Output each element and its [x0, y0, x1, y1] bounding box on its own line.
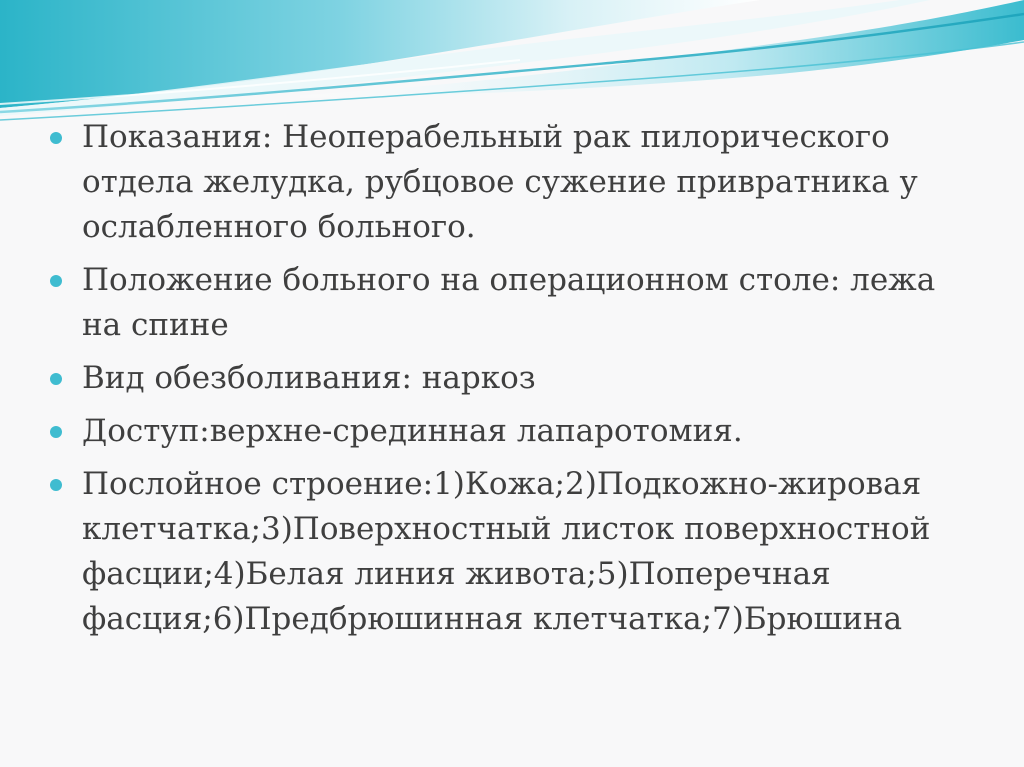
- bullet-list: [50, 115, 980, 642]
- slide-content: [50, 115, 980, 650]
- bullet-dot-icon: [50, 275, 62, 287]
- bullet-text: Доступ:верхне-срединная лапаротомия.: [82, 413, 743, 449]
- bullet-text: Показания: Неоперабельный рак пилорического отдела желудка, рубцовое сужение привратника у ослабленного больного.: [82, 119, 918, 245]
- decorative-wave-banner: [0, 0, 1024, 130]
- bullet-item-access: [50, 409, 980, 454]
- bullet-text: Положение больного на операционном столе: лежа на спине: [82, 262, 936, 343]
- bullet-item-layers: [50, 462, 980, 642]
- bullet-item-position: [50, 258, 980, 348]
- bullet-item-indications: [50, 115, 980, 250]
- bullet-text: Вид обезболивания: наркоз: [82, 360, 536, 396]
- bullet-dot-icon: [50, 426, 62, 438]
- bullet-dot-icon: [50, 479, 62, 491]
- bullet-dot-icon: [50, 373, 62, 385]
- bullet-dot-icon: [50, 132, 62, 144]
- bullet-text: Послойное строение:1)Кожа;2)Подкожно-жировая клетчатка;3)Поверхностный листок поверхностной фасции;4)Белая линия живота;5)Поперечная фасция;6)Предбрюшинная клетчатка;7)Брюшина: [82, 466, 931, 637]
- bullet-item-anesthesia: [50, 356, 980, 401]
